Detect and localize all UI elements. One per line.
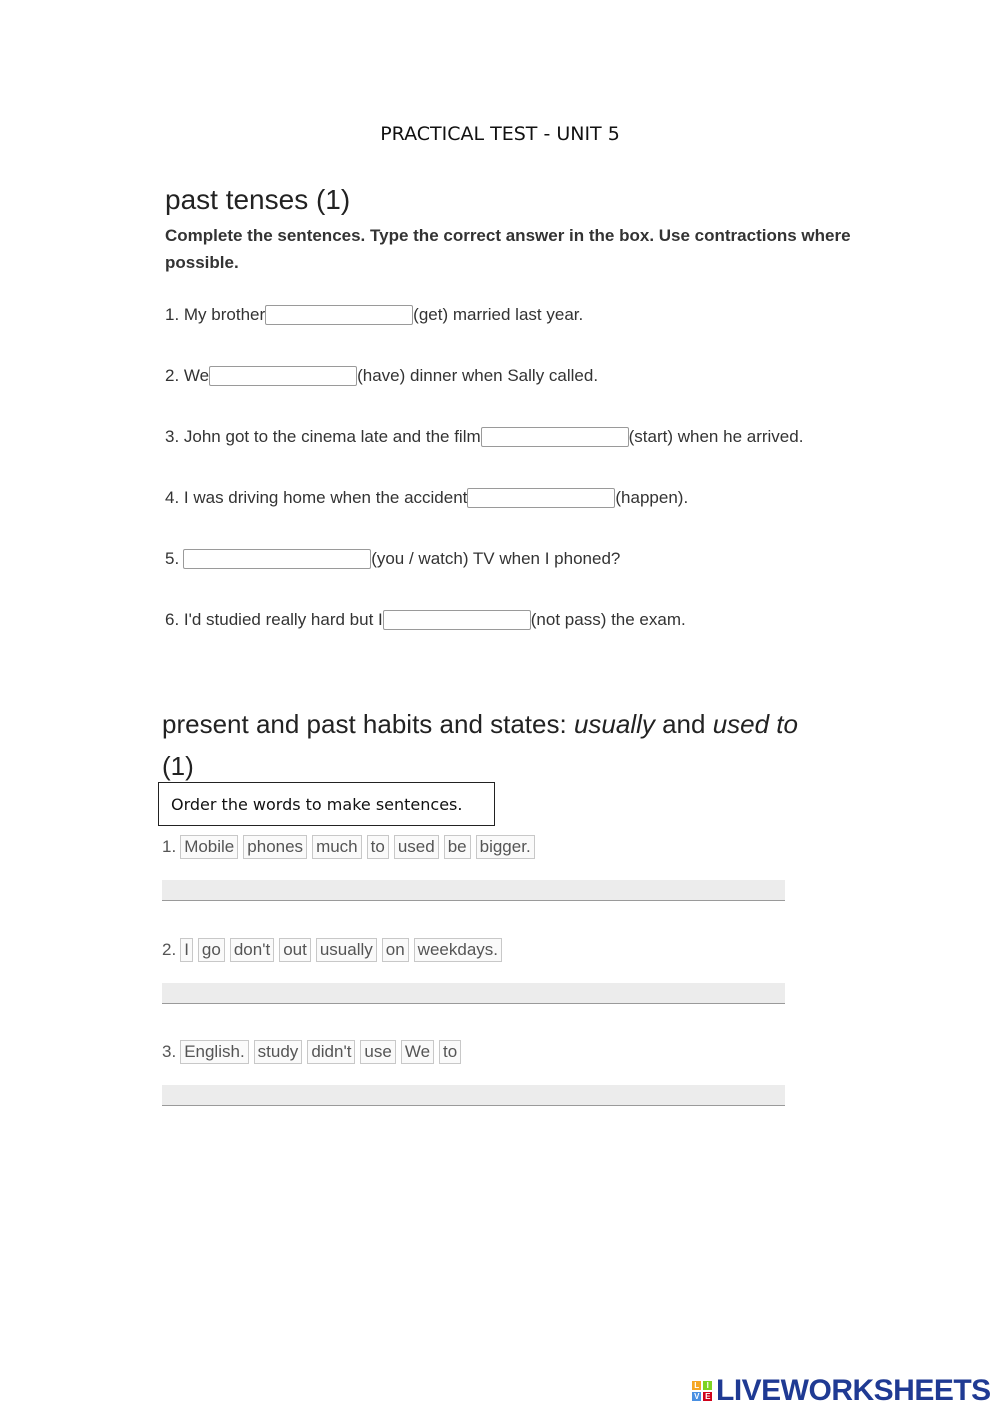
word-tile[interactable]: on bbox=[382, 938, 409, 962]
item-text-before: 1. My brother bbox=[165, 305, 266, 324]
item-text-after: (have) dinner when Sally called. bbox=[357, 366, 599, 385]
word-tile[interactable]: don't bbox=[230, 938, 274, 962]
item-text-before: 4. I was driving home when the accident bbox=[165, 488, 468, 507]
word-tile[interactable]: go bbox=[198, 938, 225, 962]
gap-fill-item bbox=[165, 549, 620, 569]
item-text-after: (get) married last year. bbox=[413, 305, 584, 324]
item-text-after: (not pass) the exam. bbox=[530, 610, 686, 629]
gap-fill-item bbox=[165, 305, 583, 325]
word-tile[interactable]: study bbox=[254, 1040, 303, 1064]
word-tile[interactable]: English. bbox=[180, 1040, 248, 1064]
order-words-item: 2. I go don't out usually on weekdays. bbox=[162, 938, 507, 962]
page-title: PRACTICAL TEST - UNIT 5 bbox=[380, 123, 620, 145]
order-words-item: 3. English. study didn't use We to bbox=[162, 1040, 466, 1064]
word-tile[interactable]: use bbox=[360, 1040, 395, 1064]
order-words-item: 1. Mobile phones much to used be bigger. bbox=[162, 835, 540, 859]
word-tile[interactable]: usually bbox=[316, 938, 377, 962]
word-tile[interactable]: I bbox=[180, 938, 193, 962]
answer-drop-line[interactable] bbox=[162, 1085, 785, 1106]
item-text-before: 3. John got to the cinema late and the film bbox=[165, 427, 481, 446]
item-text-before: 6. I'd studied really hard but I bbox=[165, 610, 383, 629]
answer-drop-line[interactable] bbox=[162, 983, 785, 1004]
word-tile[interactable]: We bbox=[401, 1040, 434, 1064]
item-text-after: (start) when he arrived. bbox=[628, 427, 804, 446]
word-tile[interactable]: out bbox=[279, 938, 311, 962]
word-tile[interactable]: bigger. bbox=[476, 835, 535, 859]
gap-fill-item bbox=[165, 488, 688, 508]
answer-drop-line[interactable] bbox=[162, 880, 785, 901]
word-tile[interactable]: much bbox=[312, 835, 362, 859]
liveworksheets-logo bbox=[692, 1374, 991, 1408]
item-text-after: (happen). bbox=[615, 488, 689, 507]
word-tile[interactable]: to bbox=[439, 1040, 461, 1064]
word-tile[interactable]: Mobile bbox=[180, 835, 238, 859]
gap-fill-item bbox=[165, 427, 803, 447]
answer-input[interactable] bbox=[383, 610, 531, 630]
word-tile[interactable]: didn't bbox=[307, 1040, 355, 1064]
item-text-before: 5. bbox=[165, 549, 180, 568]
section1-title: past tenses (1) bbox=[165, 184, 351, 215]
logo-text: LIVEWORKSHEETS bbox=[716, 1374, 991, 1407]
answer-input[interactable] bbox=[209, 366, 357, 386]
gap-fill-item bbox=[165, 366, 598, 386]
instruction-box: Order the words to make sentences. bbox=[158, 782, 495, 826]
gap-fill-item bbox=[165, 610, 686, 630]
word-tile[interactable]: weekdays. bbox=[414, 938, 502, 962]
answer-input[interactable] bbox=[481, 427, 629, 447]
section1-instructions: Complete the sentences. Type the correct answer in the box. Use contractions where possible. bbox=[165, 226, 851, 272]
section2-title: present and past habits and states: usually and used to (1) bbox=[162, 709, 798, 781]
word-tile[interactable]: to bbox=[367, 835, 389, 859]
answer-input[interactable] bbox=[183, 549, 371, 569]
item-text-after: (you / watch) TV when I phoned? bbox=[371, 549, 621, 568]
logo-mark-icon: L I V E bbox=[692, 1381, 712, 1401]
word-tile[interactable]: used bbox=[394, 835, 439, 859]
item-text-before: 2. We bbox=[165, 366, 210, 385]
answer-input[interactable] bbox=[467, 488, 615, 508]
word-tile[interactable]: be bbox=[444, 835, 471, 859]
answer-input[interactable] bbox=[265, 305, 413, 325]
word-tile[interactable]: phones bbox=[243, 835, 307, 859]
